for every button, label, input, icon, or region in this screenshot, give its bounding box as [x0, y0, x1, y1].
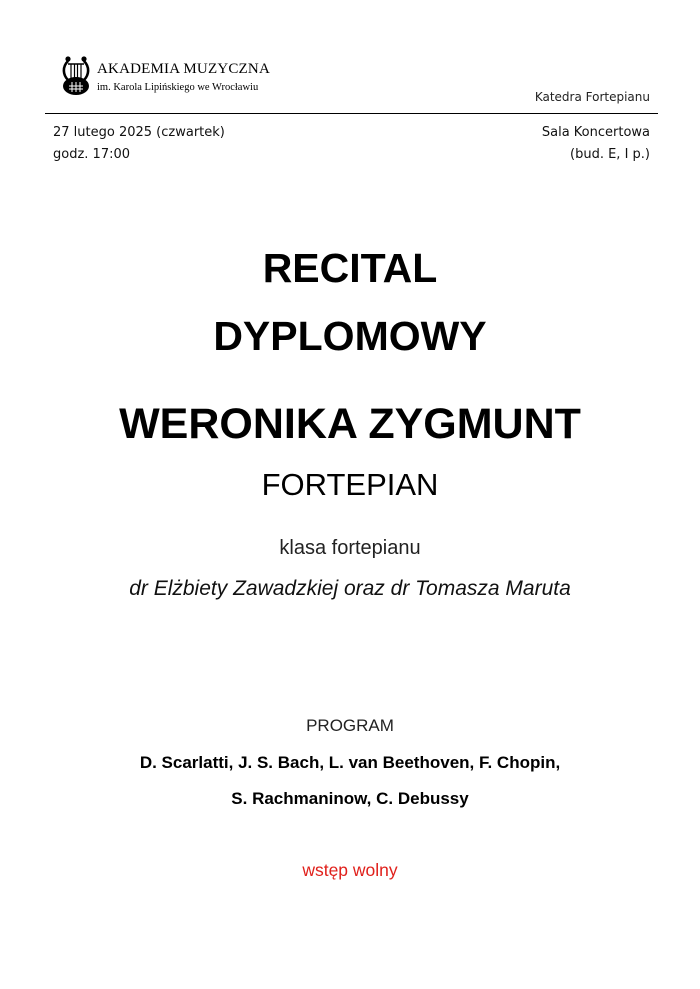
lyre-icon: [60, 55, 92, 97]
venue-name: Sala Koncertowa: [541, 125, 650, 140]
class-label: klasa fortepianu: [279, 537, 421, 559]
header-divider: [45, 113, 658, 114]
program-heading: PROGRAM: [306, 716, 394, 735]
performer-instrument: FORTEPIAN: [261, 467, 439, 502]
performer-name: WERONIKA ZYGMUNT: [119, 400, 581, 448]
event-time: godz. 17:00: [53, 147, 131, 162]
institution-subtitle: im. Karola Lipińskiego we Wrocławiu: [97, 82, 259, 93]
department-label: Katedra Fortepianu: [534, 90, 650, 104]
event-date: 27 lutego 2025 (czwartek): [53, 125, 225, 140]
title-line-2: DYPLOMOWY: [213, 313, 487, 359]
title-line-1: RECITAL: [262, 245, 438, 291]
program-composers-line-2: S. Rachmaninow, C. Debussy: [231, 789, 469, 808]
admission-note: wstęp wolny: [302, 860, 398, 880]
class-teachers: dr Elżbiety Zawadzkiej oraz dr Tomasza Maruta: [129, 577, 571, 600]
event-datetime: [53, 122, 225, 166]
institution-name: AKADEMIA MUZYCZNA: [97, 61, 270, 77]
program-composers-line-1: D. Scarlatti, J. S. Bach, L. van Beethoven, F. Chopin,: [139, 753, 561, 772]
venue-detail: (bud. E, I p.): [570, 147, 650, 162]
event-venue: [542, 122, 650, 166]
